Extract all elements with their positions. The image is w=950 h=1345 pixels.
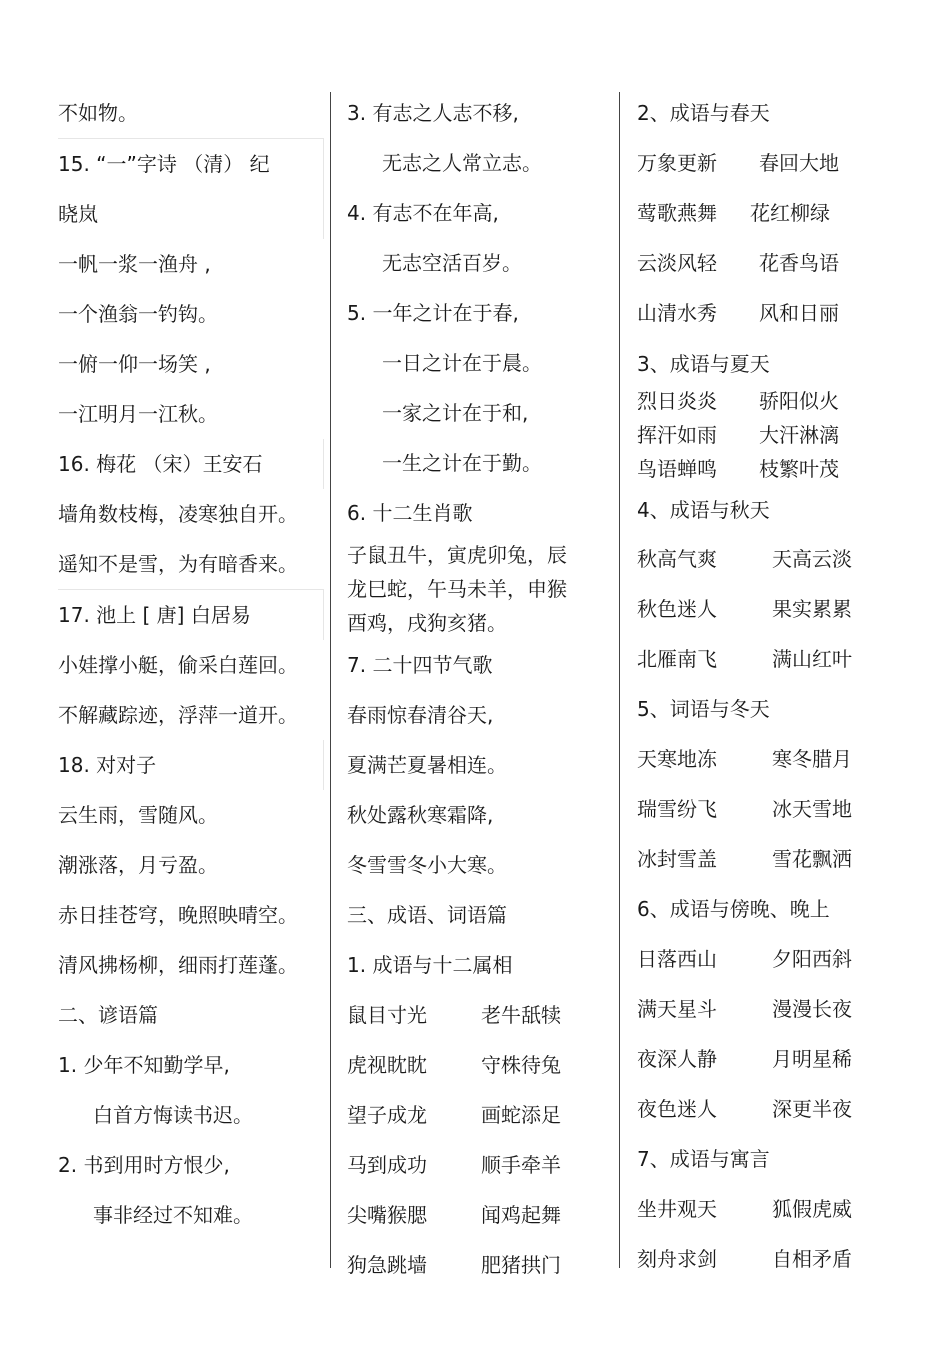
idiom-pair bbox=[637, 384, 927, 418]
couplet-line: 云生雨，雪随风。 bbox=[58, 803, 218, 827]
idiom: 秋高气爽 bbox=[637, 547, 717, 571]
poem-title-16: 16. 梅花 （宋）王安石 bbox=[58, 439, 324, 489]
idiom: 满天星斗 bbox=[637, 997, 717, 1021]
section-heading-idioms: 三、成语、词语篇 bbox=[347, 903, 507, 927]
idiom-pair bbox=[637, 734, 927, 784]
idiom: 秋色迷人 bbox=[637, 597, 717, 621]
idiom-pair bbox=[347, 1190, 609, 1240]
idiom: 山清水秀 bbox=[637, 301, 717, 325]
idiom-group-title: 3、成语与夏天 bbox=[637, 352, 770, 376]
idiom: 花香鸟语 bbox=[759, 251, 839, 275]
idiom-group-title: 2、成语与春天 bbox=[637, 101, 770, 125]
idiom-pair bbox=[637, 984, 927, 1034]
text-line: 不如物。 bbox=[58, 101, 138, 125]
idiom-pair bbox=[637, 834, 927, 884]
idiom: 马到成功 bbox=[347, 1153, 427, 1177]
proverb-line: 事非经过不知难。 bbox=[93, 1203, 253, 1227]
solar-terms-line: 秋处露秋寒霜降, bbox=[347, 803, 494, 827]
idiom: 刻舟求剑 bbox=[637, 1247, 717, 1271]
poem-author-15: 晓岚 bbox=[58, 189, 324, 239]
idiom-pair bbox=[637, 188, 927, 238]
proverb-line: 一日之计在于晨。 bbox=[382, 351, 542, 375]
idiom: 天高云淡 bbox=[772, 547, 852, 571]
idiom-pair bbox=[637, 584, 927, 634]
solar-terms-line: 春雨惊春清谷天, bbox=[347, 703, 494, 727]
idiom-pair bbox=[637, 784, 927, 834]
solar-terms-line: 冬雪雪冬小大寒。 bbox=[347, 853, 507, 877]
poem-line: 遥知不是雪，为有暗香来。 bbox=[58, 552, 298, 576]
idiom: 狐假虎威 bbox=[772, 1197, 852, 1221]
idiom-pair bbox=[637, 1234, 927, 1284]
idiom: 深更半夜 bbox=[772, 1097, 852, 1121]
zodiac-song-title: 6. 十二生肖歌 bbox=[347, 501, 473, 525]
idiom: 冰封雪盖 bbox=[637, 847, 717, 871]
proverb-line: 3. 有志之人志不移, bbox=[347, 101, 519, 125]
idiom: 春回大地 bbox=[759, 151, 839, 175]
column-1 bbox=[58, 88, 320, 1240]
idiom: 枝繁叶茂 bbox=[759, 457, 839, 481]
idiom: 日落西山 bbox=[637, 947, 717, 971]
idiom: 守株待兔 bbox=[481, 1053, 561, 1077]
idiom: 冰天雪地 bbox=[772, 797, 852, 821]
idiom: 坐井观天 bbox=[637, 1197, 717, 1221]
idiom-pair bbox=[637, 288, 927, 338]
zodiac-song-line: 子鼠丑牛，寅虎卯兔，辰 bbox=[347, 543, 567, 567]
poem-line: 墙角数枝梅，凌寒独自开。 bbox=[58, 502, 298, 526]
idiom: 狗急跳墙 bbox=[347, 1253, 427, 1277]
idiom: 寒冬腊月 bbox=[772, 747, 852, 771]
idiom: 大汗淋漓 bbox=[759, 423, 839, 447]
column-divider-2 bbox=[619, 92, 620, 1268]
idiom-group-title: 1. 成语与十二属相 bbox=[347, 953, 513, 977]
zodiac-idiom-list bbox=[347, 990, 609, 1290]
idiom: 夕阳西斜 bbox=[772, 947, 852, 971]
proverb-line: 1. 少年不知勤学早, bbox=[58, 1053, 230, 1077]
idiom-pair bbox=[637, 534, 927, 584]
solar-terms-line: 夏满芒夏暑相连。 bbox=[347, 753, 507, 777]
poem-line: 一俯一仰一场笑 , bbox=[58, 352, 211, 376]
idiom: 夜色迷人 bbox=[637, 1097, 717, 1121]
idiom-pair bbox=[347, 990, 609, 1040]
idiom-pair bbox=[637, 238, 927, 288]
section-heading-proverbs: 二、谚语篇 bbox=[58, 1003, 158, 1027]
idiom-group-title: 7、成语与寓言 bbox=[637, 1147, 770, 1171]
couplet-line: 清风拂杨柳，细雨打莲蓬。 bbox=[58, 953, 298, 977]
idiom-pair bbox=[347, 1040, 609, 1090]
proverb-line: 5. 一年之计在于春, bbox=[347, 301, 519, 325]
idiom: 肥猪拱门 bbox=[481, 1253, 561, 1277]
idiom: 烈日炎炎 bbox=[637, 389, 717, 413]
idiom-pair bbox=[637, 934, 927, 984]
poem-title-17: 17. 池上 [ 唐] 白居易 bbox=[58, 589, 324, 640]
idiom: 虎视眈眈 bbox=[347, 1053, 427, 1077]
idiom-pair bbox=[637, 418, 927, 452]
idiom-group-title: 6、成语与傍晚、晚上 bbox=[637, 897, 830, 921]
poem-line: 一江明月一江秋。 bbox=[58, 402, 218, 426]
idiom-pair bbox=[347, 1140, 609, 1190]
idiom: 挥汗如雨 bbox=[637, 423, 717, 447]
idiom: 鼠目寸光 bbox=[347, 1003, 427, 1027]
idiom-group-title: 5、词语与冬天 bbox=[637, 697, 770, 721]
zodiac-song-line: 酉鸡，戌狗亥猪。 bbox=[347, 611, 507, 635]
poem-title-18: 18. 对对子 bbox=[58, 740, 324, 790]
idiom: 顺手牵羊 bbox=[481, 1153, 561, 1177]
idiom: 果实累累 bbox=[772, 597, 852, 621]
idiom-pair bbox=[637, 138, 927, 188]
idiom: 雪花飘洒 bbox=[772, 847, 852, 871]
idiom-pair bbox=[637, 1034, 927, 1084]
proverb-line: 白首方悔读书迟。 bbox=[93, 1103, 253, 1127]
idiom: 天寒地冻 bbox=[637, 747, 717, 771]
idiom: 北雁南飞 bbox=[637, 647, 717, 671]
poem-line: 一帆一浆一渔舟 , bbox=[58, 252, 211, 276]
column-2 bbox=[347, 88, 609, 1290]
idiom: 自相矛盾 bbox=[772, 1247, 852, 1271]
poem-line: 不解藏踪迹，浮萍一道开。 bbox=[58, 703, 298, 727]
idiom: 尖嘴猴腮 bbox=[347, 1203, 427, 1227]
poem-line: 一个渔翁一钓钩。 bbox=[58, 302, 218, 326]
idiom: 漫漫长夜 bbox=[772, 997, 852, 1021]
column-divider-1 bbox=[330, 92, 331, 1268]
proverb-line: 4. 有志不在年高, bbox=[347, 201, 499, 225]
idiom: 骄阳似火 bbox=[759, 389, 839, 413]
idiom: 望子成龙 bbox=[347, 1103, 427, 1127]
idiom: 月明星稀 bbox=[772, 1047, 852, 1071]
proverb-line: 一家之计在于和, bbox=[382, 401, 529, 425]
idiom-pair bbox=[637, 1184, 927, 1234]
idiom: 瑞雪纷飞 bbox=[637, 797, 717, 821]
proverb-line: 一生之计在于勤。 bbox=[382, 451, 542, 475]
idiom: 鸟语蝉鸣 bbox=[637, 457, 717, 481]
idiom: 满山红叶 bbox=[772, 647, 852, 671]
idiom: 闻鸡起舞 bbox=[481, 1203, 561, 1227]
idiom-group-title: 4、成语与秋天 bbox=[637, 498, 770, 522]
column-3 bbox=[637, 88, 927, 1284]
idiom-pair bbox=[347, 1090, 609, 1140]
idiom: 老牛舐犊 bbox=[481, 1003, 561, 1027]
poem-title-15: 15. “一”字诗 （清） 纪 bbox=[58, 138, 324, 189]
proverb-line: 2. 书到用时方恨少, bbox=[58, 1153, 230, 1177]
idiom-pair bbox=[637, 1084, 927, 1134]
couplet-line: 潮涨落，月亏盈。 bbox=[58, 853, 218, 877]
couplet-line: 赤日挂苍穹，晚照映晴空。 bbox=[58, 903, 298, 927]
solar-terms-title: 7. 二十四节气歌 bbox=[347, 653, 493, 677]
idiom: 画蛇添足 bbox=[481, 1103, 561, 1127]
idiom-pair bbox=[637, 452, 927, 486]
idiom: 花红柳绿 bbox=[750, 201, 830, 225]
idiom: 莺歌燕舞 bbox=[637, 201, 717, 225]
idiom-pair bbox=[347, 1240, 609, 1290]
idiom: 风和日丽 bbox=[759, 301, 839, 325]
poem-line: 小娃撑小艇，偷采白莲回。 bbox=[58, 653, 298, 677]
idiom: 云淡风轻 bbox=[637, 251, 717, 275]
idiom: 夜深人静 bbox=[637, 1047, 717, 1071]
proverb-line: 无志空活百岁。 bbox=[382, 251, 522, 275]
idiom-pair bbox=[637, 634, 927, 684]
idiom: 万象更新 bbox=[637, 151, 717, 175]
proverb-line: 无志之人常立志。 bbox=[382, 151, 542, 175]
zodiac-song-line: 龙巳蛇，午马未羊，申猴 bbox=[347, 577, 567, 601]
